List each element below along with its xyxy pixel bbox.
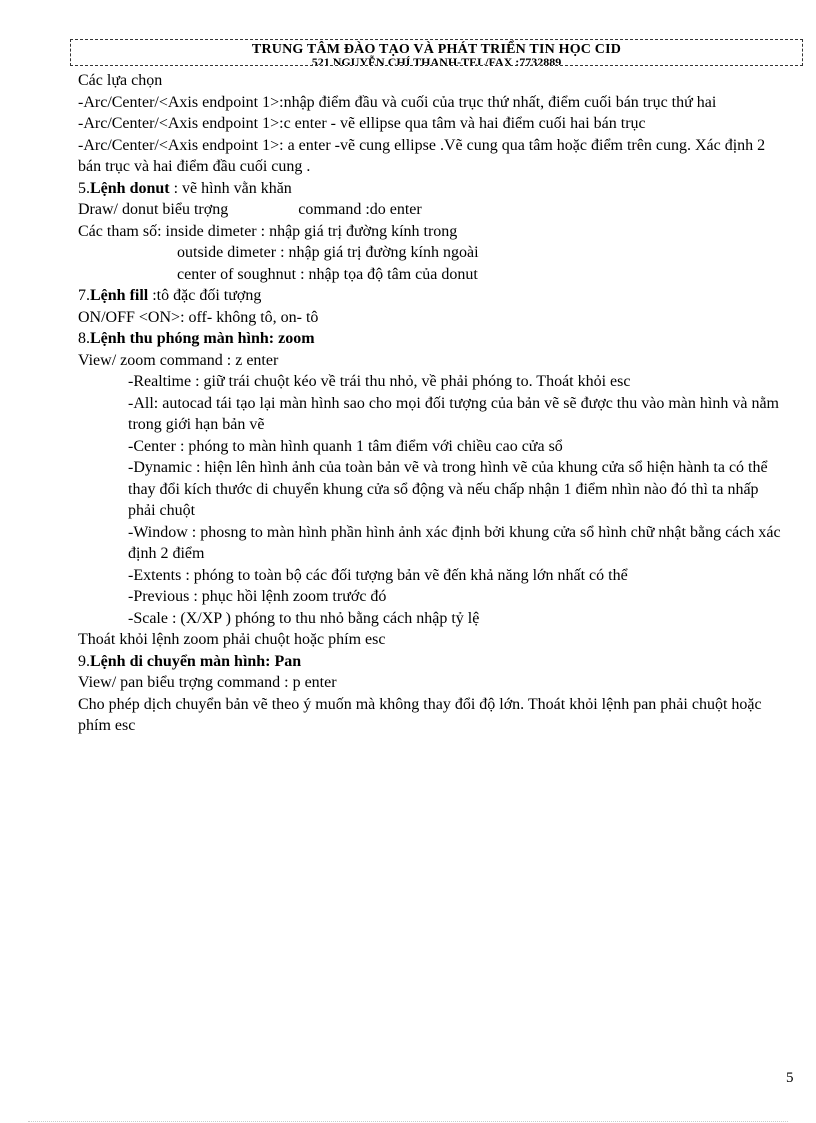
header-address: 521 NGUYỄN CHÍ THANH-TEL/FAX :7732889 [311,55,562,66]
donut-number: 5. [78,179,90,197]
arc-option-arc: -Arc/Center/<Axis endpoint 1>: a enter -vẽ cung ellipse .Vẽ cung qua tâm hoặc điểm trên cung. Xác định 2 bán trục và hai điểm đầu cuối cung . [78,136,766,175]
fill-number: 7. [78,287,90,304]
donut-title: Lệnh donut [90,179,170,197]
zoom-number: 8. [78,330,90,347]
donut-menu-line [78,199,790,221]
donut-params-label: Các tham số: [78,222,162,240]
header-title: TRUNG TÂM ĐÀO TẠO VÀ PHÁT TRIỂN TIN HỌC CID [251,42,622,57]
zoom-all: -All: autocad tái tạo lại màn hình sao cho mọi đối tượng của bản vẽ sẽ được thu vào màn hình và nằm trong giới hạn bản vẽ [128,394,779,433]
fill-description: :tô đặc đối tượng [148,287,262,304]
donut-param-center: center of soughnut : nhập tọa độ tâm của donut [177,265,478,283]
zoom-realtime: -Realtime : giữ trái chuột kéo về trái thu nhỏ, về phải phóng to. Thoát khỏi esc [128,373,631,390]
arc-option-axis-endpoint: -Arc/Center/<Axis endpoint 1>:nhập điểm đầu và cuối của trục thứ nhất, điểm cuối bán trục thứ hai [78,93,717,111]
page-header [70,39,803,66]
pan-menu: View/ pan biểu trợng command : p enter [78,674,337,691]
fill-heading [78,285,790,307]
donut-description: : vẽ hình vằn khăn [169,179,292,197]
zoom-window: -Window : phosng to màn hình phần hình ảnh xác định bởi khung cửa sổ hình chữ nhật bằng cách xác định 2 điểm [128,523,781,562]
zoom-exit: Thoát khỏi lệnh zoom phải chuột hoặc phím esc [78,631,386,648]
zoom-scale: -Scale : (X/XP ) phóng to thu nhỏ bằng cách nhập tỷ lệ [128,609,480,627]
pan-title: Lệnh di chuyển màn hình: Pan [90,652,302,670]
fill-title: Lệnh fill [90,287,149,304]
donut-params [78,221,790,243]
zoom-menu: View/ zoom command : z enter [78,351,279,369]
zoom-previous: -Previous : phục hồi lệnh zoom trước đó [128,588,387,605]
pan-description: Cho phép dịch chuyển bản vẽ theo ý muốn mà không thay đổi độ lớn. Thoát khỏi lệnh pan phải chuột hoặc phím esc [78,695,762,734]
zoom-center: -Center : phóng to màn hình quanh 1 tâm điểm với chiều cao cửa sổ [128,437,563,455]
document-body [78,70,790,737]
donut-param-inside: inside dimeter : nhập giá trị đường kính trong [165,222,458,240]
zoom-heading [78,328,790,350]
pan-heading [78,651,790,673]
pan-number: 9. [78,652,90,670]
arc-option-center: -Arc/Center/<Axis endpoint 1>:c enter - vẽ ellipse qua tâm và hai điểm cuối hai bán trục [78,115,646,132]
donut-menu: Draw/ donut biểu trợng [78,201,229,218]
zoom-title: Lệnh thu phóng màn hình: zoom [90,330,315,347]
page-bottom-divider [28,1121,788,1122]
donut-param-outside: outside dimeter : nhập giá trị đường kính ngoài [177,244,479,261]
options-heading: Các lựa chọn [78,72,163,89]
donut-heading [78,178,790,200]
donut-command: command :do enter [298,201,422,218]
zoom-dynamic: -Dynamic : hiện lên hình ảnh của toàn bản vẽ và trong hình vẽ của khung cửa sổ hiện hành ta có thể thay đổi kích thước di chuyển khung cửa sổ động và nếu chấp nhận 1 điểm nhìn nào đó thì ta nhấp phải chuột [128,459,768,519]
zoom-extents: -Extents : phóng to toàn bộ các đối tượng bản vẽ đến khả năng lớn nhất có thể [128,566,628,584]
page-number: 5 [786,1070,794,1086]
fill-onoff: ON/OFF <ON>: off- không tô, on- tô [78,308,319,326]
